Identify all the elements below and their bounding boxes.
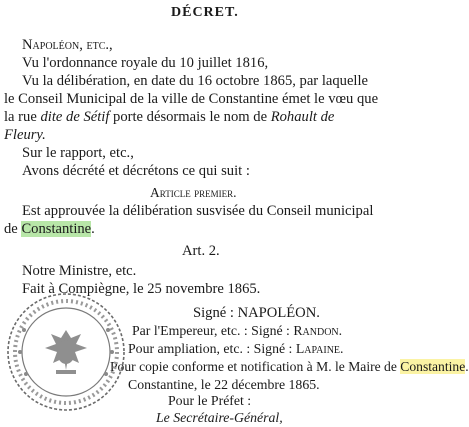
- highlighted-constantine-yellow: Constantine: [400, 359, 466, 374]
- preamble-line-8: Avons décrété et décrétons ce qui suit :: [22, 163, 250, 179]
- article-1-line-2: [4, 220, 95, 238]
- decree-title: DÉCRET.: [171, 5, 239, 20]
- article-1-line-1: Est approuvée la délibération susvisée du Conseil municipal: [22, 203, 374, 219]
- preamble-line-4: le Conseil Municipal de la ville de Constantine émet le vœu que: [4, 91, 379, 107]
- article-2-line-1: Notre Ministre, etc.: [22, 263, 137, 279]
- preamble-line-7: Sur le rapport, etc.,: [22, 145, 134, 161]
- signed-napoleon: Signé : NAPOLÉON.: [193, 305, 320, 321]
- article-2-heading: Art. 2.: [182, 243, 220, 259]
- preamble-line-6: Fleury.: [4, 127, 46, 143]
- preamble-line-1: Napoléon, etc.,: [22, 37, 113, 53]
- highlighted-constantine-green: Constantine: [21, 221, 92, 237]
- preamble-line-5: [4, 108, 334, 126]
- signed-emperor-line: [132, 322, 342, 340]
- street-old-name: dite de Sétif: [40, 109, 110, 125]
- signatory-randon: Randon.: [293, 323, 343, 338]
- text-run: Pour copie conforme et notification à M. le Maire de: [110, 359, 397, 374]
- eagle-seal-icon: [4, 290, 128, 414]
- signatory-lapaine: Lapaine.: [295, 341, 344, 356]
- text-run: Pour ampliation, etc. : Signé :: [128, 341, 293, 356]
- copy-conform-line: [110, 358, 469, 376]
- ampliation-line: [128, 340, 343, 358]
- text-run: .: [465, 359, 469, 374]
- text-run: la rue: [4, 109, 37, 125]
- text-run: de: [4, 221, 18, 237]
- preamble-line-2: Vu l'ordonnance royale du 10 juillet 1816,: [22, 55, 269, 71]
- place-date-line: Constantine, le 22 décembre 1865.: [128, 377, 320, 392]
- preamble-line-3: Vu la délibération, en date du 16 octobre 1865, par laquelle: [22, 73, 369, 89]
- street-new-name: Rohault de: [270, 109, 335, 125]
- text-run: .: [91, 221, 95, 237]
- article-1-heading: Article premier.: [150, 185, 237, 200]
- text-run: porte désormais le nom de: [113, 109, 268, 125]
- prefect-line: Pour le Préfet :: [168, 393, 252, 408]
- article-2-line-2: Fait à Compiègne, le 25 novembre 1865.: [22, 281, 261, 297]
- text-run: Par l'Empereur, etc. : Signé :: [132, 323, 290, 338]
- secretary-line: Le Secrétaire-Général,: [156, 410, 283, 425]
